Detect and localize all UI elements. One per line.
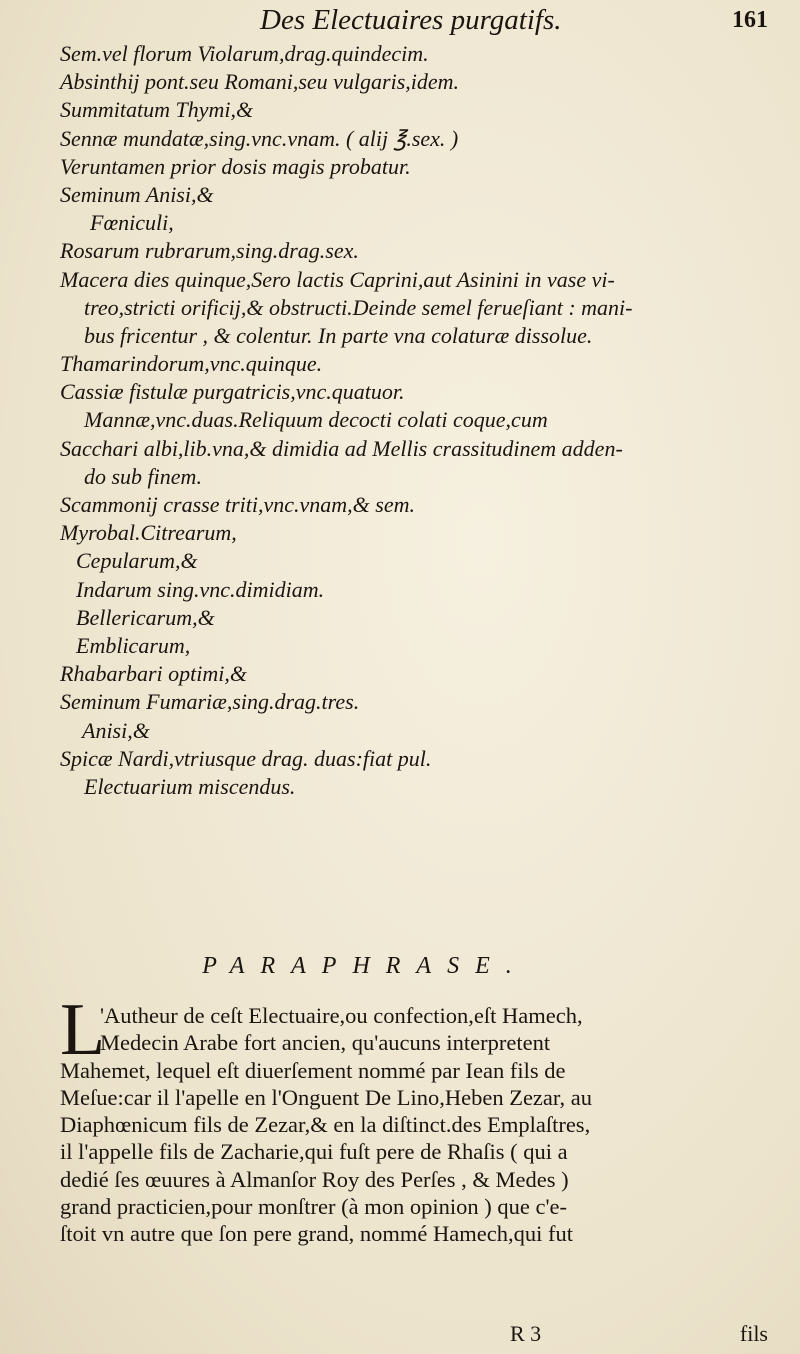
recipe-line: Sem.vel florum Violarum,drag.quindecim. — [60, 41, 429, 66]
paragraph-line: Meſue:car il l'apelle en l'Onguent De Lino,Heben Zezar, au — [60, 1084, 592, 1110]
paraphrase-paragraph — [60, 989, 785, 1248]
recipe-line: Cepularum,& — [76, 548, 198, 574]
recipe-line: Veruntamen prior dosis magis probatur. — [60, 153, 411, 179]
recipe-line: Bellericarum,& — [76, 604, 215, 630]
recipe-line: Seminum Fumariæ,sing.drag.tres. — [60, 689, 360, 715]
paragraph-line: ſtoit vn autre que ſon pere grand, nommé Hamech,qui fut — [60, 1221, 573, 1247]
recipe-line: Seminum Anisi,& — [60, 181, 214, 207]
recipe-line: bus fricentur , & colentur. In parte vna colaturæ dissolue. — [84, 322, 593, 348]
recipe-line: do sub finem. — [84, 463, 202, 489]
recipe-line: Absinthij pont.seu Romani,seu vulgaris,idem. — [60, 69, 460, 95]
recipe-line: Emblicarum, — [76, 632, 191, 658]
recipe-line: Cassiæ fistulæ purgatricis,vnc.quatuor. — [60, 379, 405, 405]
page-footer — [510, 1321, 768, 1351]
paragraph-line: dedié ſes œuures à Almanſor Roy des Perſes , & Medes ) — [60, 1166, 569, 1192]
signature-mark: R 3 — [510, 1321, 542, 1346]
recipe-line: Scammonij crasse triti,vnc.vnam,& sem. — [60, 492, 415, 517]
paragraph-line: Mahemet, lequel eſt diuerſement nommé par Iean fils de — [60, 1057, 566, 1083]
recipe-line: Macera dies quinque,Sero lactis Caprini,aut Asinini in vase vi- — [60, 266, 615, 292]
paragraph-line: Diaphœnicum fils de Zezar,& en la diſtinct.des Emplaſtres, — [60, 1112, 591, 1138]
paragraph-line: 'Autheur de ceſt Electuaire,ou confection,eſt Hamech, — [100, 1003, 583, 1028]
recipe-line: Fœniculi, — [90, 210, 174, 236]
running-title: Des Electuaires purgatifs. — [260, 4, 562, 36]
recipe-line: Mannæ,vnc.duas.Reliquum decocti colati coque,cum — [84, 407, 548, 433]
drop-capital: L — [60, 989, 106, 1071]
catchword: fils — [739, 1321, 768, 1346]
recipe-line: Electuarium miscendus. — [84, 773, 296, 799]
paragraph-line: Medecin Arabe fort ancien, qu'aucuns interpretent — [100, 1030, 551, 1056]
paragraph-line: il l'appelle fils de Zacharie,qui fuſt pere de Rhaſis ( qui a — [60, 1139, 568, 1165]
recipe-line: Indarum sing.vnc.dimidiam. — [76, 576, 325, 602]
paragraph-line: grand practicien,pour monſtrer (à mon opinion ) que c'e- — [60, 1194, 567, 1220]
recipe-line: treo,stricti orificij,& obstructi.Deinde semel ferueſiant : mani- — [84, 294, 633, 320]
recipe-line: Summitatum Thymi,& — [60, 97, 254, 123]
recipe-line: Rhabarbari optimi,& — [60, 661, 248, 687]
recipe-line: Sennæ mundatæ,sing.vnc.vnam. ( alij ℥.sex. ) — [60, 125, 459, 151]
recipe-list — [60, 40, 780, 801]
recipe-line: Spicæ Nardi,vtriusque drag. duas:fiat pul. — [60, 745, 432, 771]
section-heading: PARAPHRASE. — [202, 953, 528, 979]
recipe-line: Sacchari albi,lib.vna,& dimidia ad Mellis crassitudinem adden- — [60, 435, 623, 461]
recipe-line: Myrobal.Citrearum, — [60, 520, 237, 546]
recipe-line: Anisi,& — [82, 717, 150, 743]
running-header — [60, 2, 768, 38]
recipe-line: Thamarindorum,vnc.quinque. — [60, 351, 323, 377]
page-number: 161 — [732, 7, 768, 33]
recipe-line: Rosarum rubrarum,sing.drag.sex. — [60, 238, 359, 264]
